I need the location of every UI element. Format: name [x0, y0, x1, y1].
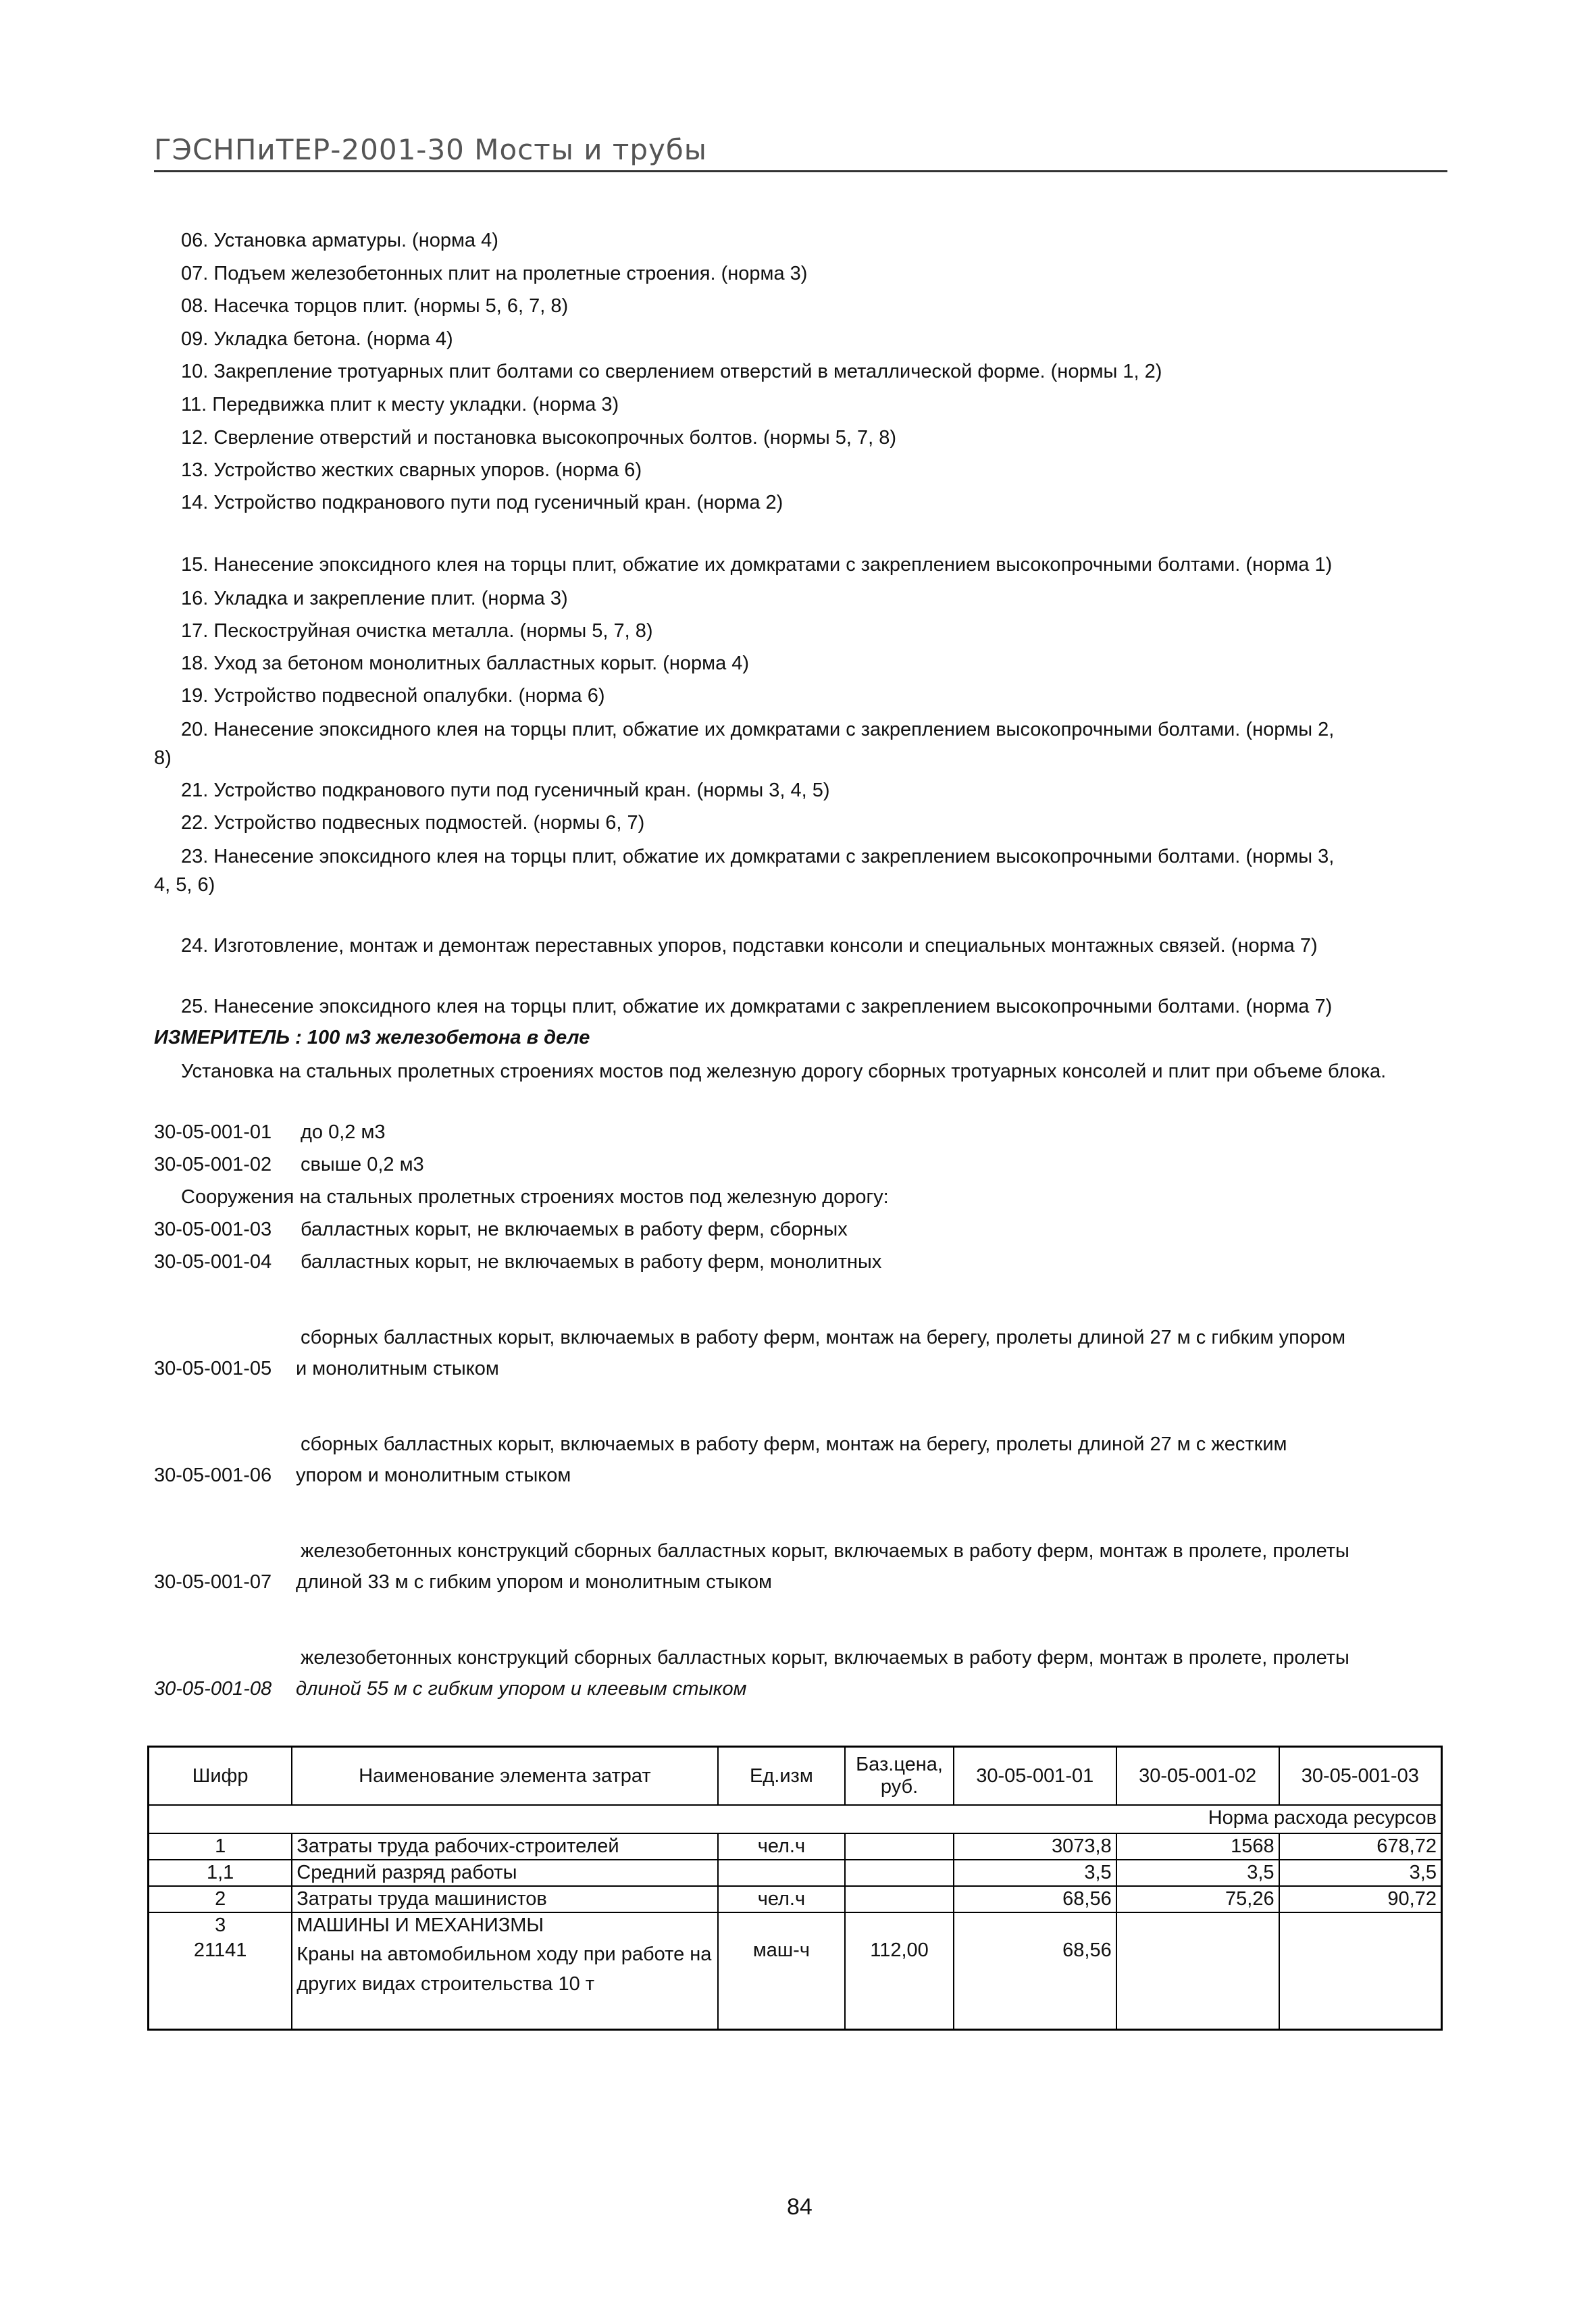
column-header: Шифр: [149, 1747, 292, 1806]
resource-description: длиной 33 м с гибким упором и монолитным стыком: [296, 1571, 772, 1593]
row-value: [1279, 1938, 1442, 2030]
table-row: [149, 1886, 1442, 1912]
resource-description: свыше 0,2 м3: [301, 1154, 424, 1175]
row-value: [1116, 1912, 1279, 1938]
table-row: [149, 1938, 1442, 2030]
resource-description: и монолитным стыком: [296, 1358, 499, 1379]
work-item: 21. Устройство подкранового пути под гусеничный кран. (нормы 3, 4, 5): [181, 780, 830, 801]
work-item: 23. Нанесение эпоксидного клея на торцы плит, обжатие их домкратами с закреплением высокопрочными болтами. (нормы 3,: [181, 846, 1335, 867]
work-item-continuation: 4, 5, 6): [154, 874, 215, 896]
resource-description: сборных балластных корыт, включаемых в работу ферм, монтаж на берегу, пролеты длиной 27 м с гибким упором: [301, 1327, 1346, 1348]
work-item: 15. Нанесение эпоксидного клея на торцы плит, обжатие их домкратами с закреплением высокопрочными болтами. (норма 1): [181, 554, 1333, 576]
table-row: [149, 1833, 1442, 1860]
work-item: 17. Пескоструйная очистка металла. (нормы 5, 7, 8): [181, 620, 653, 642]
norm-label: Норма расхода ресурсов: [149, 1805, 1442, 1833]
page-header: [154, 135, 1447, 172]
row-code: 1,1: [149, 1860, 292, 1886]
work-item: 08. Насечка торцов плит. (нормы 5, 6, 7, 8): [181, 295, 569, 317]
work-item: 14. Устройство подкранового пути под гусеничный кран. (норма 2): [181, 492, 783, 513]
work-item: 07. Подъем железобетонных плит на пролетные строения. (норма 3): [181, 263, 808, 284]
row-code: 21141: [149, 1938, 292, 2030]
column-header: 30-05-001-02: [1116, 1747, 1279, 1806]
resource-code: 30-05-001-08: [154, 1678, 272, 1700]
row-name: Затраты труда рабочих-строителей: [292, 1833, 717, 1860]
table-row: [149, 1860, 1442, 1886]
resource-code: 30-05-001-06: [154, 1465, 272, 1486]
row-name: Затраты труда машинистов: [292, 1886, 717, 1912]
row-code: 1: [149, 1833, 292, 1860]
row-value: 68,56: [954, 1938, 1116, 2030]
row-unit: чел.ч: [718, 1833, 846, 1860]
resource-description: длиной 55 м с гибким упором и клеевым стыком: [296, 1678, 747, 1700]
row-unit: [718, 1860, 846, 1886]
row-value: 75,26: [1116, 1886, 1279, 1912]
row-value: [1279, 1912, 1442, 1938]
resource-code: 30-05-001-01: [154, 1121, 272, 1143]
row-value: 3,5: [1279, 1860, 1442, 1886]
work-item: 12. Сверление отверстий и постановка высокопрочных болтов. (нормы 5, 7, 8): [181, 427, 897, 449]
resource-description: сборных балластных корыт, включаемых в работу ферм, монтаж на берегу, пролеты длиной 27 м с жестким: [301, 1433, 1287, 1455]
resource-code: 30-05-001-07: [154, 1571, 272, 1593]
table-header-row: [149, 1747, 1442, 1806]
row-value: 68,56: [954, 1886, 1116, 1912]
intro-text-2: Сооружения на стальных пролетных строениях мостов под железную дорогу:: [181, 1186, 889, 1208]
work-item: 06. Установка арматуры. (норма 4): [181, 230, 498, 251]
row-unit: чел.ч: [718, 1886, 846, 1912]
intro-text: Установка на стальных пролетных строениях мостов под железную дорогу сборных тротуарных консолей и плит при объеме блока.: [181, 1061, 1387, 1082]
column-header: Баз.цена, руб.: [845, 1747, 954, 1806]
row-price: 112,00: [845, 1938, 954, 2030]
work-item: 24. Изготовление, монтаж и демонтаж переставных упоров, подставки консоли и специальных монтажных связей. (норма 7): [181, 935, 1318, 957]
row-value: 3073,8: [954, 1833, 1116, 1860]
work-item: 10. Закрепление тротуарных плит болтами со сверлением отверстий в металлической форме. (нормы 1, 2): [181, 361, 1162, 382]
row-value: 1568: [1116, 1833, 1279, 1860]
row-section-title: МАШИНЫ И МЕХАНИЗМЫ: [292, 1912, 717, 1938]
resource-description: железобетонных конструкций сборных балластных корыт, включаемых в работу ферм, монтаж в пролете, пролеты: [301, 1540, 1349, 1562]
row-name: Краны на автомобильном ходу при работе на других видах строительства 10 т: [292, 1938, 717, 2030]
row-price: [845, 1886, 954, 1912]
row-price: [845, 1860, 954, 1886]
row-name: Средний разряд работы: [292, 1860, 717, 1886]
row-code: 2: [149, 1886, 292, 1912]
row-unit: маш-ч: [718, 1938, 846, 2030]
resource-description: балластных корыт, не включаемых в работу ферм, монолитных: [301, 1251, 882, 1273]
page-number: 84: [787, 2194, 813, 2220]
resource-code: 30-05-001-04: [154, 1251, 272, 1273]
resource-code: 30-05-001-02: [154, 1154, 272, 1175]
work-item-continuation: 8): [154, 747, 172, 769]
resource-description: упором и монолитным стыком: [296, 1465, 571, 1486]
row-value: [954, 1912, 1116, 1938]
row-unit: [718, 1912, 846, 1938]
work-item: 22. Устройство подвесных подмостей. (нормы 6, 7): [181, 812, 645, 834]
norm-label-row: [149, 1805, 1442, 1833]
resource-table: [147, 1746, 1443, 2031]
column-header: 30-05-001-03: [1279, 1747, 1442, 1806]
work-item: 19. Устройство подвесной опалубки. (норма 6): [181, 685, 605, 707]
work-item: 25. Нанесение эпоксидного клея на торцы плит, обжатие их домкратами с закреплением высокопрочными болтами. (норма 7): [181, 996, 1333, 1017]
work-item: 09. Укладка бетона. (норма 4): [181, 328, 453, 350]
column-header: 30-05-001-01: [954, 1747, 1116, 1806]
resource-description: балластных корыт, не включаемых в работу ферм, сборных: [301, 1219, 848, 1240]
row-value: 678,72: [1279, 1833, 1442, 1860]
row-value: [1116, 1938, 1279, 2030]
column-header: Наименование элемента затрат: [292, 1747, 717, 1806]
resource-description: железобетонных конструкций сборных балластных корыт, включаемых в работу ферм, монтаж в пролете, пролеты: [301, 1647, 1349, 1669]
work-item: 13. Устройство жестких сварных упоров. (норма 6): [181, 459, 642, 481]
measure-unit: ИЗМЕРИТЕЛЬ : 100 м3 железобетона в деле: [154, 1027, 590, 1048]
row-value: 3,5: [1116, 1860, 1279, 1886]
work-item: 18. Уход за бетоном монолитных балластных корыт. (норма 4): [181, 653, 750, 674]
row-value: 90,72: [1279, 1886, 1442, 1912]
work-item: 11. Передвижка плит к месту укладки. (норма 3): [181, 394, 619, 415]
row-code: 3: [149, 1912, 292, 1938]
row-value: 3,5: [954, 1860, 1116, 1886]
work-item: 16. Укладка и закрепление плит. (норма 3): [181, 588, 568, 609]
row-price: [845, 1833, 954, 1860]
column-header: Ед.изм: [718, 1747, 846, 1806]
document-title: ГЭСНПиТЕР-2001-30 Мосты и трубы: [154, 133, 707, 166]
resource-code: 30-05-001-05: [154, 1358, 272, 1379]
row-price: [845, 1912, 954, 1938]
table-row: [149, 1912, 1442, 1938]
work-item: 20. Нанесение эпоксидного клея на торцы плит, обжатие их домкратами с закреплением высокопрочными болтами. (нормы 2,: [181, 719, 1335, 740]
resource-description: до 0,2 м3: [301, 1121, 386, 1143]
resource-code: 30-05-001-03: [154, 1219, 272, 1240]
